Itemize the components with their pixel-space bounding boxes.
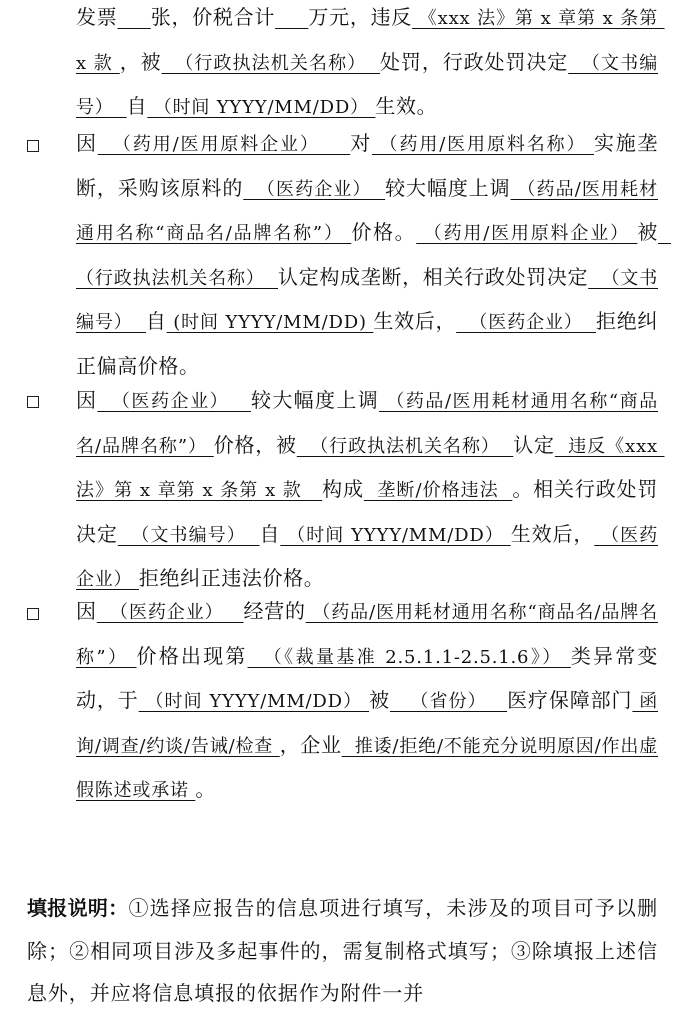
- paragraph-item-2: [76, 379, 665, 602]
- text: 经营的: [243, 599, 306, 623]
- checkbox-item-2[interactable]: [27, 396, 39, 408]
- text: 因: [76, 599, 97, 623]
- blank-enforcement-agency[interactable]: （行政执法机关名称）: [76, 223, 672, 289]
- blank-document-number[interactable]: （文书编号）: [117, 524, 260, 546]
- text: 处罚，行政处罚决定: [380, 49, 569, 74]
- blank-product-name[interactable]: （药品/医用耗材通用名称“商品名/品牌名称”）: [76, 602, 658, 668]
- blank-product-name[interactable]: （药品/医用耗材通用名称“商品名/品牌名称”）: [76, 391, 658, 457]
- blank-raw-material-company[interactable]: （药用/医用原料企业）: [97, 134, 351, 155]
- text: 万元，违反: [308, 5, 413, 29]
- blank-date[interactable]: （时间 YYYY/MM/DD）: [147, 97, 376, 119]
- blank-pharma-company[interactable]: （医药企业）: [96, 602, 244, 623]
- text: 发票: [76, 5, 118, 29]
- text: ，企业: [279, 732, 342, 757]
- blank-invoice-count[interactable]: [117, 8, 150, 29]
- checkbox-item-3[interactable]: [27, 608, 39, 620]
- paragraph-item-3: [76, 590, 658, 813]
- text: 医疗保障部门: [507, 688, 633, 713]
- blank-enforcement-agency[interactable]: （行政执法机关名称）: [296, 435, 514, 457]
- text: 较大幅度上调: [250, 388, 380, 412]
- filling-instructions: [27, 887, 658, 1015]
- text: 生效后，: [373, 309, 457, 334]
- paragraph-continuation: [76, 0, 665, 130]
- text: ，被: [119, 49, 162, 74]
- blank-date[interactable]: （时间 YYYY/MM/DD）: [280, 524, 511, 546]
- text: 实施垄断，采购该原料的: [76, 131, 658, 200]
- blank-action-type[interactable]: 函询/调查/约谈/告诫/检查: [76, 691, 658, 757]
- blank-amount[interactable]: [275, 8, 308, 29]
- text: 对: [350, 131, 372, 155]
- text: 拒绝纠正偏高价格。: [76, 309, 658, 378]
- text: 自: [259, 521, 281, 546]
- blank-law-article[interactable]: 《xxx 法》第 x 章第 x 条第 x 款: [76, 8, 665, 74]
- text: 因: [76, 388, 98, 412]
- text: 较大幅度上调: [385, 175, 511, 200]
- blank-product-name[interactable]: （药品/医用耗材通用名称“商品名/品牌名称”）: [76, 178, 658, 245]
- text: 构成: [322, 477, 364, 502]
- blank-document-number[interactable]: （文书编号）: [76, 52, 658, 119]
- text: 被: [637, 220, 658, 245]
- blank-raw-material-company[interactable]: （药用/医用原料企业）: [416, 223, 638, 245]
- blank-date[interactable]: (时间 YYYY/MM/DD): [166, 312, 374, 334]
- filling-instructions-label: 填报说明：: [27, 896, 129, 920]
- filling-instructions-text: ①选择应报告的信息项进行填写，未涉及的项目可予以删除；②相同项目涉及多起事件的，需复制格式填写；③除填报上述信息外，并应将信息填报的依据作为附件一并: [27, 896, 659, 1006]
- text: 张，价税合计: [150, 5, 276, 29]
- text: 自: [145, 309, 167, 334]
- blank-pharma-company[interactable]: （医药企业）: [76, 524, 659, 591]
- text: 生效。: [375, 94, 438, 119]
- blank-company-response[interactable]: 推诿/拒绝/不能充分说明原因/作出虚假陈述或承诺: [76, 735, 658, 802]
- checkbox-item-1[interactable]: [27, 140, 39, 152]
- blank-law-article[interactable]: 违反《xxx 法》第 x 章第 x 条第 x 款: [76, 435, 665, 502]
- text: 。相关行政处罚决定: [76, 477, 658, 546]
- blank-pharma-company[interactable]: （医药企业）: [243, 178, 386, 200]
- text: 被: [369, 688, 390, 713]
- text: 价格。: [351, 220, 417, 245]
- text: 价格出现第: [136, 643, 248, 668]
- text: 认定: [513, 432, 555, 457]
- text: 因: [76, 131, 98, 155]
- text: 认定构成垄断，相关行政处罚决定: [278, 264, 589, 289]
- blank-pharma-company[interactable]: （医药企业）: [97, 391, 251, 412]
- text: 自: [126, 94, 148, 119]
- blank-benchmark-category[interactable]: （《裁量基准 2.5.1.1-2.5.1.6》）: [247, 646, 571, 668]
- blank-document-number[interactable]: （文书编号）: [76, 267, 658, 334]
- blank-date[interactable]: （时间 YYYY/MM/DD）: [138, 691, 370, 713]
- paragraph-item-1: [76, 122, 672, 388]
- blank-enforcement-agency[interactable]: （行政执法机关名称）: [161, 52, 380, 74]
- text: 类异常变动，于: [76, 643, 659, 713]
- blank-province[interactable]: （省份）: [389, 691, 508, 713]
- blank-violation-type[interactable]: 垄断/价格违法: [363, 480, 513, 502]
- text: 生效后，: [510, 521, 595, 546]
- blank-pharma-company[interactable]: （医药企业）: [456, 312, 596, 334]
- blank-raw-material-name[interactable]: （药用/医用原料名称）: [371, 134, 595, 155]
- text: 价格，被: [213, 432, 297, 457]
- text: 拒绝纠正违法价格。: [138, 566, 325, 591]
- text: 。: [195, 777, 216, 802]
